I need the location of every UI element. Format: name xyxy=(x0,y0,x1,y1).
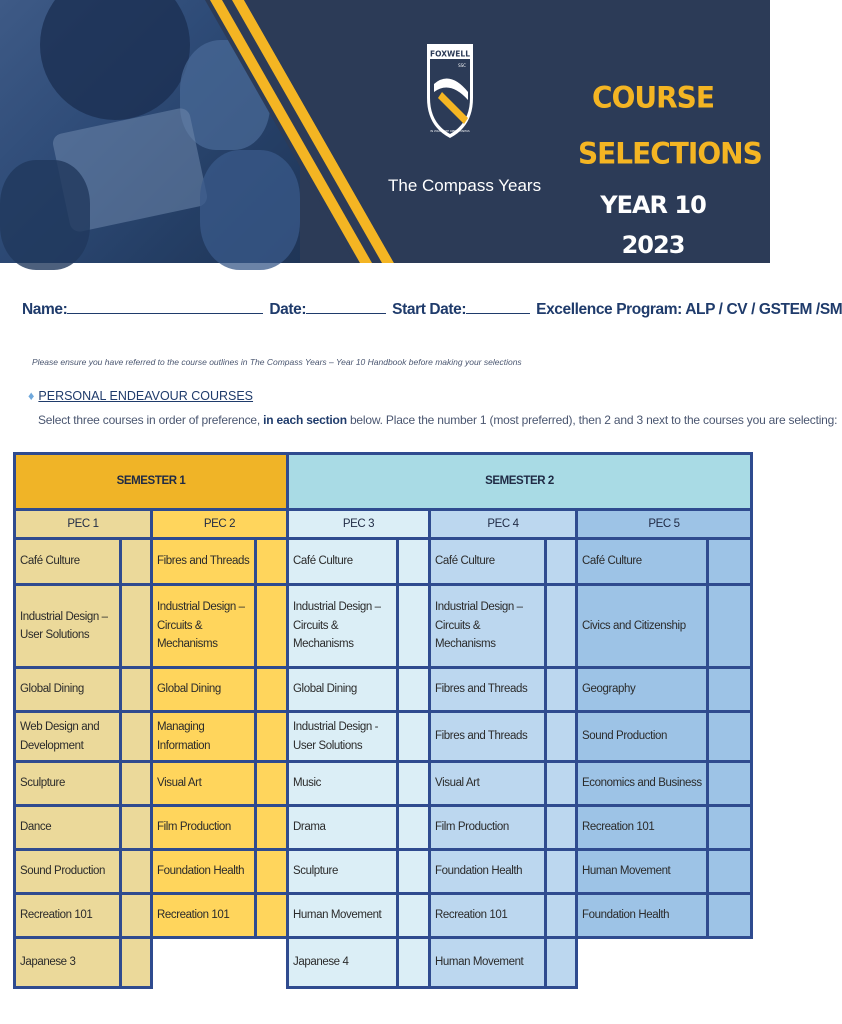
preference-number-box[interactable] xyxy=(708,585,752,668)
course-name-cell: Japanese 4 xyxy=(288,938,398,988)
course-name-cell: Café Culture xyxy=(430,539,546,585)
course-name-cell: Sculpture xyxy=(288,850,398,894)
empty-cell xyxy=(708,938,752,988)
title-line-1: COURSE xyxy=(592,80,714,115)
course-name-cell: Foundation Health xyxy=(430,850,546,894)
excellence-program-label[interactable]: Excellence Program: ALP / CV / GSTEM /SM xyxy=(536,301,842,318)
course-name-cell: Human Movement xyxy=(430,938,546,988)
empty-cell xyxy=(152,938,256,988)
course-name-cell: Industrial Design – Circuits & Mechanisms xyxy=(288,585,398,668)
empty-cell xyxy=(256,938,288,988)
section-instruction: Select three courses in order of preference, in each section below. Place the number 1 (most preferred), then 2 and 3 next to the courses you are selecting: xyxy=(38,413,838,427)
course-name-cell: Geography xyxy=(577,668,708,712)
preference-number-box[interactable] xyxy=(121,806,152,850)
diamond-bullet-icon: ♦ xyxy=(28,389,35,403)
preference-number-box[interactable] xyxy=(398,850,430,894)
pec-3-header: PEC 3 xyxy=(288,510,430,539)
course-name-cell: Global Dining xyxy=(288,668,398,712)
section-heading-text: PERSONAL ENDEAVOUR COURSES xyxy=(38,389,254,403)
section-heading xyxy=(28,389,253,403)
preference-number-box[interactable] xyxy=(546,762,577,806)
course-name-cell: Industrial Design - User Solutions xyxy=(288,712,398,762)
title-line-3: YEAR 10 2023 xyxy=(600,191,706,259)
course-name-cell: Fibres and Threads xyxy=(430,668,546,712)
preference-number-box[interactable] xyxy=(398,585,430,668)
preference-number-box[interactable] xyxy=(256,762,288,806)
page-title xyxy=(578,70,762,265)
course-name-cell: Industrial Design – User Solutions xyxy=(15,585,121,668)
preference-number-box[interactable] xyxy=(256,712,288,762)
course-name-cell: Café Culture xyxy=(15,539,121,585)
pec-5-header: PEC 5 xyxy=(577,510,752,539)
course-name-cell: Managing Information xyxy=(152,712,256,762)
preference-number-box[interactable] xyxy=(398,762,430,806)
preference-number-box[interactable] xyxy=(546,539,577,585)
preference-number-box[interactable] xyxy=(546,806,577,850)
preference-number-box[interactable] xyxy=(708,668,752,712)
student-details-line xyxy=(22,300,842,319)
course-name-cell: Industrial Design – Circuits & Mechanisms xyxy=(430,585,546,668)
course-name-cell: Recreation 101 xyxy=(577,806,708,850)
course-name-cell: Recreation 101 xyxy=(430,894,546,938)
pec-1-header: PEC 1 xyxy=(15,510,152,539)
preference-number-box[interactable] xyxy=(546,712,577,762)
table-row xyxy=(15,850,752,894)
preference-number-box[interactable] xyxy=(256,894,288,938)
handbook-note: Please ensure you have referred to the course outlines in The Compass Years – Year 10 Handbook before making your selections xyxy=(32,357,522,367)
course-name-cell: Recreation 101 xyxy=(152,894,256,938)
table-row xyxy=(15,806,752,850)
preference-number-box[interactable] xyxy=(398,938,430,988)
date-field[interactable] xyxy=(306,300,386,314)
preference-number-box[interactable] xyxy=(121,539,152,585)
preference-number-box[interactable] xyxy=(708,539,752,585)
preference-number-box[interactable] xyxy=(708,850,752,894)
course-name-cell: Fibres and Threads xyxy=(430,712,546,762)
preference-number-box[interactable] xyxy=(708,712,752,762)
table-row xyxy=(15,712,752,762)
preference-number-box[interactable] xyxy=(256,539,288,585)
preference-number-box[interactable] xyxy=(708,894,752,938)
course-name-cell: Fibres and Threads xyxy=(152,539,256,585)
start-date-label: Start Date: xyxy=(392,301,467,318)
header-banner xyxy=(0,0,770,263)
course-name-cell: Global Dining xyxy=(152,668,256,712)
course-name-cell: Music xyxy=(288,762,398,806)
pec-2-header: PEC 2 xyxy=(152,510,288,539)
preference-number-box[interactable] xyxy=(546,668,577,712)
course-name-cell: Japanese 3 xyxy=(15,938,121,988)
preference-number-box[interactable] xyxy=(121,938,152,988)
course-name-cell: Web Design and Development xyxy=(15,712,121,762)
tagline: The Compass Years xyxy=(388,176,542,195)
course-name-cell: Drama xyxy=(288,806,398,850)
date-label: Date: xyxy=(269,301,307,318)
table-row xyxy=(15,539,752,585)
school-crest-logo xyxy=(424,40,476,140)
course-name-cell: Dance xyxy=(15,806,121,850)
course-name-cell: Civics and Citizenship xyxy=(577,585,708,668)
course-name-cell: Recreation 101 xyxy=(15,894,121,938)
preference-number-box[interactable] xyxy=(546,850,577,894)
table-row xyxy=(15,668,752,712)
name-label: Name: xyxy=(22,301,68,318)
course-name-cell: Film Production xyxy=(152,806,256,850)
preference-number-box[interactable] xyxy=(256,668,288,712)
start-date-field[interactable] xyxy=(466,300,530,314)
table-row xyxy=(15,894,752,938)
course-name-cell: Human Movement xyxy=(288,894,398,938)
logo-school-text: FOXWELL xyxy=(430,49,470,59)
preference-number-box[interactable] xyxy=(398,539,430,585)
title-line-2: SELECTIONS xyxy=(578,136,762,171)
name-field[interactable] xyxy=(67,300,263,314)
preference-number-box[interactable] xyxy=(121,712,152,762)
preference-number-box[interactable] xyxy=(256,806,288,850)
course-name-cell: Film Production xyxy=(430,806,546,850)
preference-number-box[interactable] xyxy=(398,894,430,938)
svg-text:SSC: SSC xyxy=(458,63,466,68)
preference-number-box[interactable] xyxy=(546,894,577,938)
course-name-cell: Visual Art xyxy=(152,762,256,806)
course-name-cell: Economics and Business xyxy=(577,762,708,806)
course-name-cell: Global Dining xyxy=(15,668,121,712)
table-row xyxy=(15,762,752,806)
preference-number-box[interactable] xyxy=(256,585,288,668)
course-name-cell: Sound Production xyxy=(15,850,121,894)
course-name-cell: Foundation Health xyxy=(152,850,256,894)
course-name-cell: Human Movement xyxy=(577,850,708,894)
course-name-cell: Café Culture xyxy=(288,539,398,585)
preference-number-box[interactable] xyxy=(546,938,577,988)
preference-number-box[interactable] xyxy=(398,668,430,712)
preference-number-box[interactable] xyxy=(256,850,288,894)
preference-number-box[interactable] xyxy=(121,850,152,894)
preference-number-box[interactable] xyxy=(121,585,152,668)
course-name-cell: Café Culture xyxy=(577,539,708,585)
empty-cell xyxy=(577,938,708,988)
svg-text:IN VOLUNTATE OPPORTUNITAS: IN VOLUNTATE OPPORTUNITAS xyxy=(430,130,470,133)
course-name-cell: Foundation Health xyxy=(577,894,708,938)
preference-number-box[interactable] xyxy=(708,806,752,850)
preference-number-box[interactable] xyxy=(121,894,152,938)
course-name-cell: Sound Production xyxy=(577,712,708,762)
semester-1-header: SEMESTER 1 xyxy=(15,454,288,510)
preference-number-box[interactable] xyxy=(546,585,577,668)
preference-number-box[interactable] xyxy=(398,806,430,850)
course-name-cell: Sculpture xyxy=(15,762,121,806)
preference-number-box[interactable] xyxy=(708,762,752,806)
preference-number-box[interactable] xyxy=(398,712,430,762)
table-row xyxy=(15,585,752,668)
table-row xyxy=(15,938,752,988)
course-name-cell: Industrial Design – Circuits & Mechanisms xyxy=(152,585,256,668)
semester-2-header: SEMESTER 2 xyxy=(288,454,752,510)
preference-number-box[interactable] xyxy=(121,668,152,712)
course-selection-table xyxy=(13,452,753,989)
pec-4-header: PEC 4 xyxy=(430,510,577,539)
preference-number-box[interactable] xyxy=(121,762,152,806)
course-name-cell: Visual Art xyxy=(430,762,546,806)
